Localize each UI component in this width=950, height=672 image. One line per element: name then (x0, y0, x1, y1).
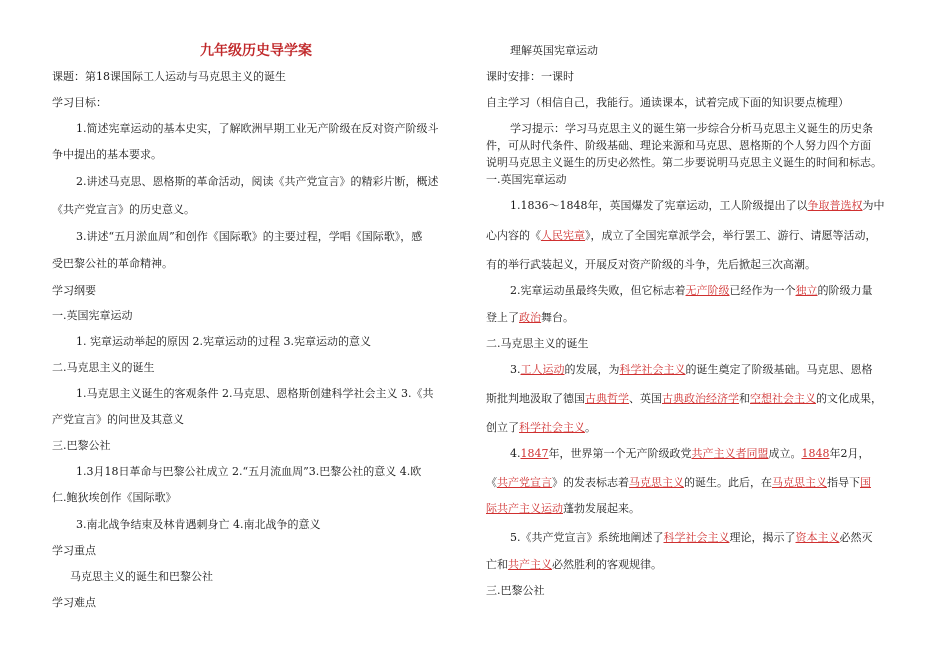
text-run: 的文化成果， (816, 392, 882, 405)
text-run: 指导下 (827, 476, 860, 489)
text-run: 3. (510, 363, 521, 376)
answer-blank: 政治 (519, 311, 541, 324)
section-3-heading: 三.巴黎公社 (486, 584, 545, 597)
section-1-heading: 一.英国宪章运动 (486, 173, 567, 186)
key-points-heading: 学习重点 (52, 544, 96, 557)
paragraph-1-line-3: 有的举行武装起义，开展反对资产阶级的斗争，先后掀起三次高潮。 (486, 258, 816, 271)
goals-heading: 学习目标： (52, 96, 107, 109)
text-run: 年，世界第一个无产阶级政党 (548, 447, 692, 460)
outline-extra-items: 3.南北战争结束及林肯遇刺身亡 4.南北战争的意义 (76, 518, 321, 531)
difficulties-heading: 学习难点 (52, 596, 96, 609)
paragraph-5-line-1 (510, 531, 873, 545)
section-2-heading: 二.马克思主义的诞生 (486, 337, 589, 350)
key-points-text: 马克思主义的诞生和巴黎公社 (70, 570, 213, 583)
text-run: 心内容的《 (486, 229, 541, 242)
answer-blank: 1847 (520, 447, 549, 460)
text-run: 5.《共产党宣言》系统地阐述了 (510, 531, 664, 544)
paragraph-5-line-2 (486, 558, 662, 572)
text-run: 亡和 (486, 558, 508, 571)
paragraph-2-line-1 (510, 284, 873, 298)
text-run: 斯批判地汲取了德国 (486, 392, 585, 405)
goal-3-line-1: 3.讲述“五月淤血周”和创作《国际歌》的主要过程，学唱《国际歌》，感 (76, 230, 423, 243)
answer-blank: 工人运动 (520, 363, 565, 376)
text-run: 蓬勃发展起来。 (563, 502, 640, 515)
goal-2-line-1: 2.讲述马克思、恩格斯的革命活动，阅读《共产党宣言》的精彩片断，概述 (76, 175, 439, 188)
text-run: 的诞生。此后，在 (684, 476, 772, 489)
text-run: 年2月， (829, 447, 870, 460)
text-run: 的阶级力量 (817, 284, 873, 297)
text-run: 和 (739, 392, 750, 405)
paragraph-3-line-1 (510, 363, 873, 377)
study-tip-line-2: 件，可从时代条件、阶级基础、理论来源和马克思、恩格斯的个人努力四个方面 (486, 139, 871, 152)
study-tip-line-1: 学习提示：学习马克思主义的诞生第一步综合分析马克思主义诞生的历史条 (510, 122, 873, 135)
paragraph-1-line-1 (510, 199, 884, 213)
outline-section-2-items-line-1: 1.马克思主义诞生的客观条件 2.马克思、恩格斯创建科学社会主义 3.《共 (76, 387, 434, 400)
answer-blank: 共产党宣言 (497, 476, 552, 489)
paragraph-4-line-2 (486, 476, 871, 490)
paragraph-1-line-2 (486, 229, 877, 243)
text-run: 2.宪章运动虽最终失败，但它标志着 (510, 284, 686, 297)
goal-3-line-2: 受巴黎公社的革命精神。 (52, 257, 173, 270)
document-title: 九年级历史导学案 (200, 43, 312, 59)
text-run: 已经作为一个 (729, 284, 796, 297)
self-study-instruction: 自主学习（相信自己，我能行。通读课本，试着完成下面的知识要点梳理） (486, 96, 849, 109)
text-run: 。 (585, 421, 596, 434)
paragraph-4-line-1 (510, 447, 870, 461)
goal-1-line-1: 1.简述宪章运动的基本史实，了解欧洲早期工业无产阶级在反对资产阶级斗 (76, 122, 439, 135)
answer-blank: 科学社会主义 (663, 531, 730, 544)
text-run: 为中 (862, 199, 885, 212)
answer-blank: 共产主义者同盟 (691, 447, 769, 460)
class-schedule: 课时安排：一课时 (486, 70, 574, 83)
answer-blank: 人民宪章 (541, 229, 585, 242)
answer-blank: 古典政治经济学 (662, 392, 739, 405)
text-run: 理论，揭示了 (729, 531, 796, 544)
answer-blank: 共产主义 (508, 558, 552, 571)
study-tip-line-3: 说明马克思主义诞生的历史必然性。第二步要说明马克思主义诞生的时间和标志。 (486, 156, 882, 169)
outline-section-3-items-line-2: 仁.鲍狄埃创作《国际歌》 (52, 491, 177, 504)
answer-blank: 国 (860, 476, 871, 489)
answer-blank: 空想社会主义 (750, 392, 816, 405)
answer-blank: 争取普选权 (807, 199, 863, 212)
paragraph-3-line-2 (486, 392, 882, 406)
text-run: 成立。 (768, 447, 802, 460)
goal-2-line-2: 《共产党宣言》的历史意义。 (52, 203, 195, 216)
text-run: 、英国 (629, 392, 662, 405)
text-run: 的诞生奠定了阶级基础。马克思、恩格 (685, 363, 873, 376)
outline-section-2: 二.马克思主义的诞生 (52, 361, 155, 374)
text-run: 4. (510, 447, 521, 460)
text-run: 1.1836～1848年，英国爆发了宪章运动，工人阶级提出了以 (510, 199, 808, 212)
answer-blank: 独立 (795, 284, 818, 297)
text-run: 的发展，为 (564, 363, 620, 376)
outline-heading: 学习纲要 (52, 284, 96, 297)
outline-section-3: 三.巴黎公社 (52, 439, 111, 452)
answer-blank: 科学社会主义 (619, 363, 686, 376)
text-run: 》的发表标志着 (552, 476, 629, 489)
text-run: 必然胜利的客观规律。 (552, 558, 662, 571)
paragraph-3-line-3 (486, 421, 596, 435)
goal-1-line-2: 争中提出的基本要求。 (52, 148, 162, 161)
paragraph-2-line-2 (486, 311, 574, 325)
answer-blank: 马克思主义 (629, 476, 684, 489)
answer-blank: 科学社会主义 (519, 421, 585, 434)
text-run: 必然灭 (839, 531, 873, 544)
text-run: 《 (486, 476, 497, 489)
answer-blank: 资本主义 (795, 531, 840, 544)
difficulties-text: 理解英国宪章运动 (510, 44, 598, 57)
outline-section-2-items-line-2: 产党宣言》的问世及其意义 (52, 413, 184, 426)
answer-blank: 古典哲学 (585, 392, 629, 405)
text-run: 》，成立了全国宪章派学会，举行罢工、游行、请愿等活动， (585, 229, 877, 242)
text-run: 舞台。 (541, 311, 574, 324)
text-run: 创立了 (486, 421, 519, 434)
paragraph-4-line-3 (486, 502, 640, 516)
answer-blank: 1848 (801, 447, 830, 460)
answer-blank: 马克思主义 (772, 476, 827, 489)
outline-section-3-items-line-1: 1.3月18日革命与巴黎公社成立 2.“五月流血周”3.巴黎公社的意义 4.欧 (76, 465, 422, 478)
answer-blank: 际共产主义运动 (486, 502, 563, 515)
outline-section-1: 一.英国宪章运动 (52, 309, 133, 322)
outline-section-1-items: 1. 宪章运动举起的原因 2.宪章运动的过程 3.宪章运动的意义 (76, 335, 371, 348)
text-run: 登上了 (486, 311, 519, 324)
lesson-topic: 课题：第18课国际工人运动与马克思主义的诞生 (52, 70, 286, 83)
answer-blank: 无产阶级 (685, 284, 730, 297)
